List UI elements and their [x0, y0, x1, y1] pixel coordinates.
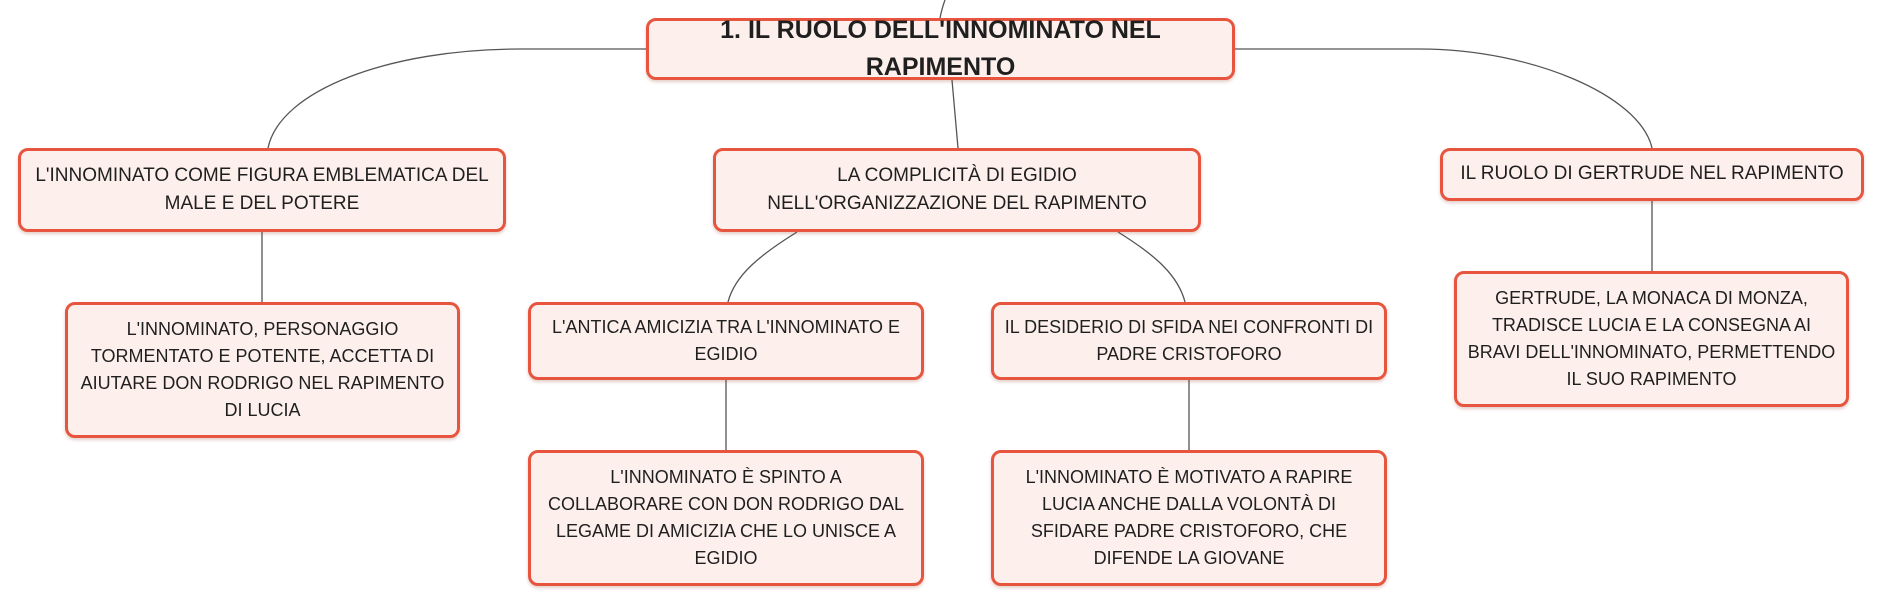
- detail-label: L'INNOMINATO È MOTIVATO A RAPIRE LUCIA ANCHE DALLA VOLONTÀ DI SFIDARE PADRE CRISTOFORO, CHE DIFENDE LA GIOVANE: [1025, 467, 1353, 568]
- detail-label: L'ANTICA AMICIZIA TRA L'INNOMINATO E EGIDIO: [552, 317, 900, 364]
- root-topic-node[interactable]: [646, 15, 1235, 81]
- connector-branch-2-detail-1: [728, 232, 797, 302]
- branch-label: L'INNOMINATO COME FIGURA EMBLEMATICA DEL MALE E DEL POTERE: [35, 164, 489, 214]
- detail-node-innominato-aiuta[interactable]: [65, 302, 460, 438]
- detail-node-motivato-rapire[interactable]: [991, 450, 1387, 586]
- branch-node-ruolo-gertrude[interactable]: [1440, 148, 1864, 201]
- connector-root-branch-1: [268, 49, 646, 148]
- branch-node-innominato-figura[interactable]: [18, 148, 506, 232]
- detail-label: L'INNOMINATO, PERSONAGGIO TORMENTATO E POTENTE, ACCETTA DI AIUTARE DON RODRIGO NEL RAPIMENTO DI LUCIA: [80, 319, 445, 420]
- branch-label: IL RUOLO DI GERTRUDE NEL RAPIMENTO: [1460, 163, 1844, 185]
- connector-root-branch-3: [1235, 49, 1652, 148]
- root-topic-label: 1. IL RUOLO DELL'INNOMINATO NEL RAPIMENTO: [720, 15, 1161, 81]
- detail-node-spinto-collaborare[interactable]: [528, 450, 924, 586]
- branch-node-complicita-egidio[interactable]: [713, 148, 1201, 232]
- connector-root-branch-2: [952, 80, 958, 148]
- branch-label: LA COMPLICITÀ DI EGIDIO NELL'ORGANIZZAZIONE DEL RAPIMENTO: [767, 164, 1147, 214]
- detail-label: IL DESIDERIO DI SFIDA NEI CONFRONTI DI PADRE CRISTOFORO: [1004, 317, 1374, 364]
- connector-branch-2-detail-2: [1118, 232, 1185, 302]
- detail-node-desiderio-sfida[interactable]: [991, 302, 1387, 380]
- detail-node-gertrude-tradisce[interactable]: [1454, 271, 1849, 407]
- detail-label: L'INNOMINATO È SPINTO A COLLABORARE CON DON RODRIGO DAL LEGAME DI AMICIZIA CHE LO UNISCE A EGIDIO: [547, 467, 905, 568]
- detail-label: GERTRUDE, LA MONACA DI MONZA, TRADISCE LUCIA E LA CONSEGNA AI BRAVI DELL'INNOMINATO, PERMETTENDO IL SUO RAPIMENTO: [1467, 288, 1836, 389]
- detail-node-antica-amicizia[interactable]: [528, 302, 924, 380]
